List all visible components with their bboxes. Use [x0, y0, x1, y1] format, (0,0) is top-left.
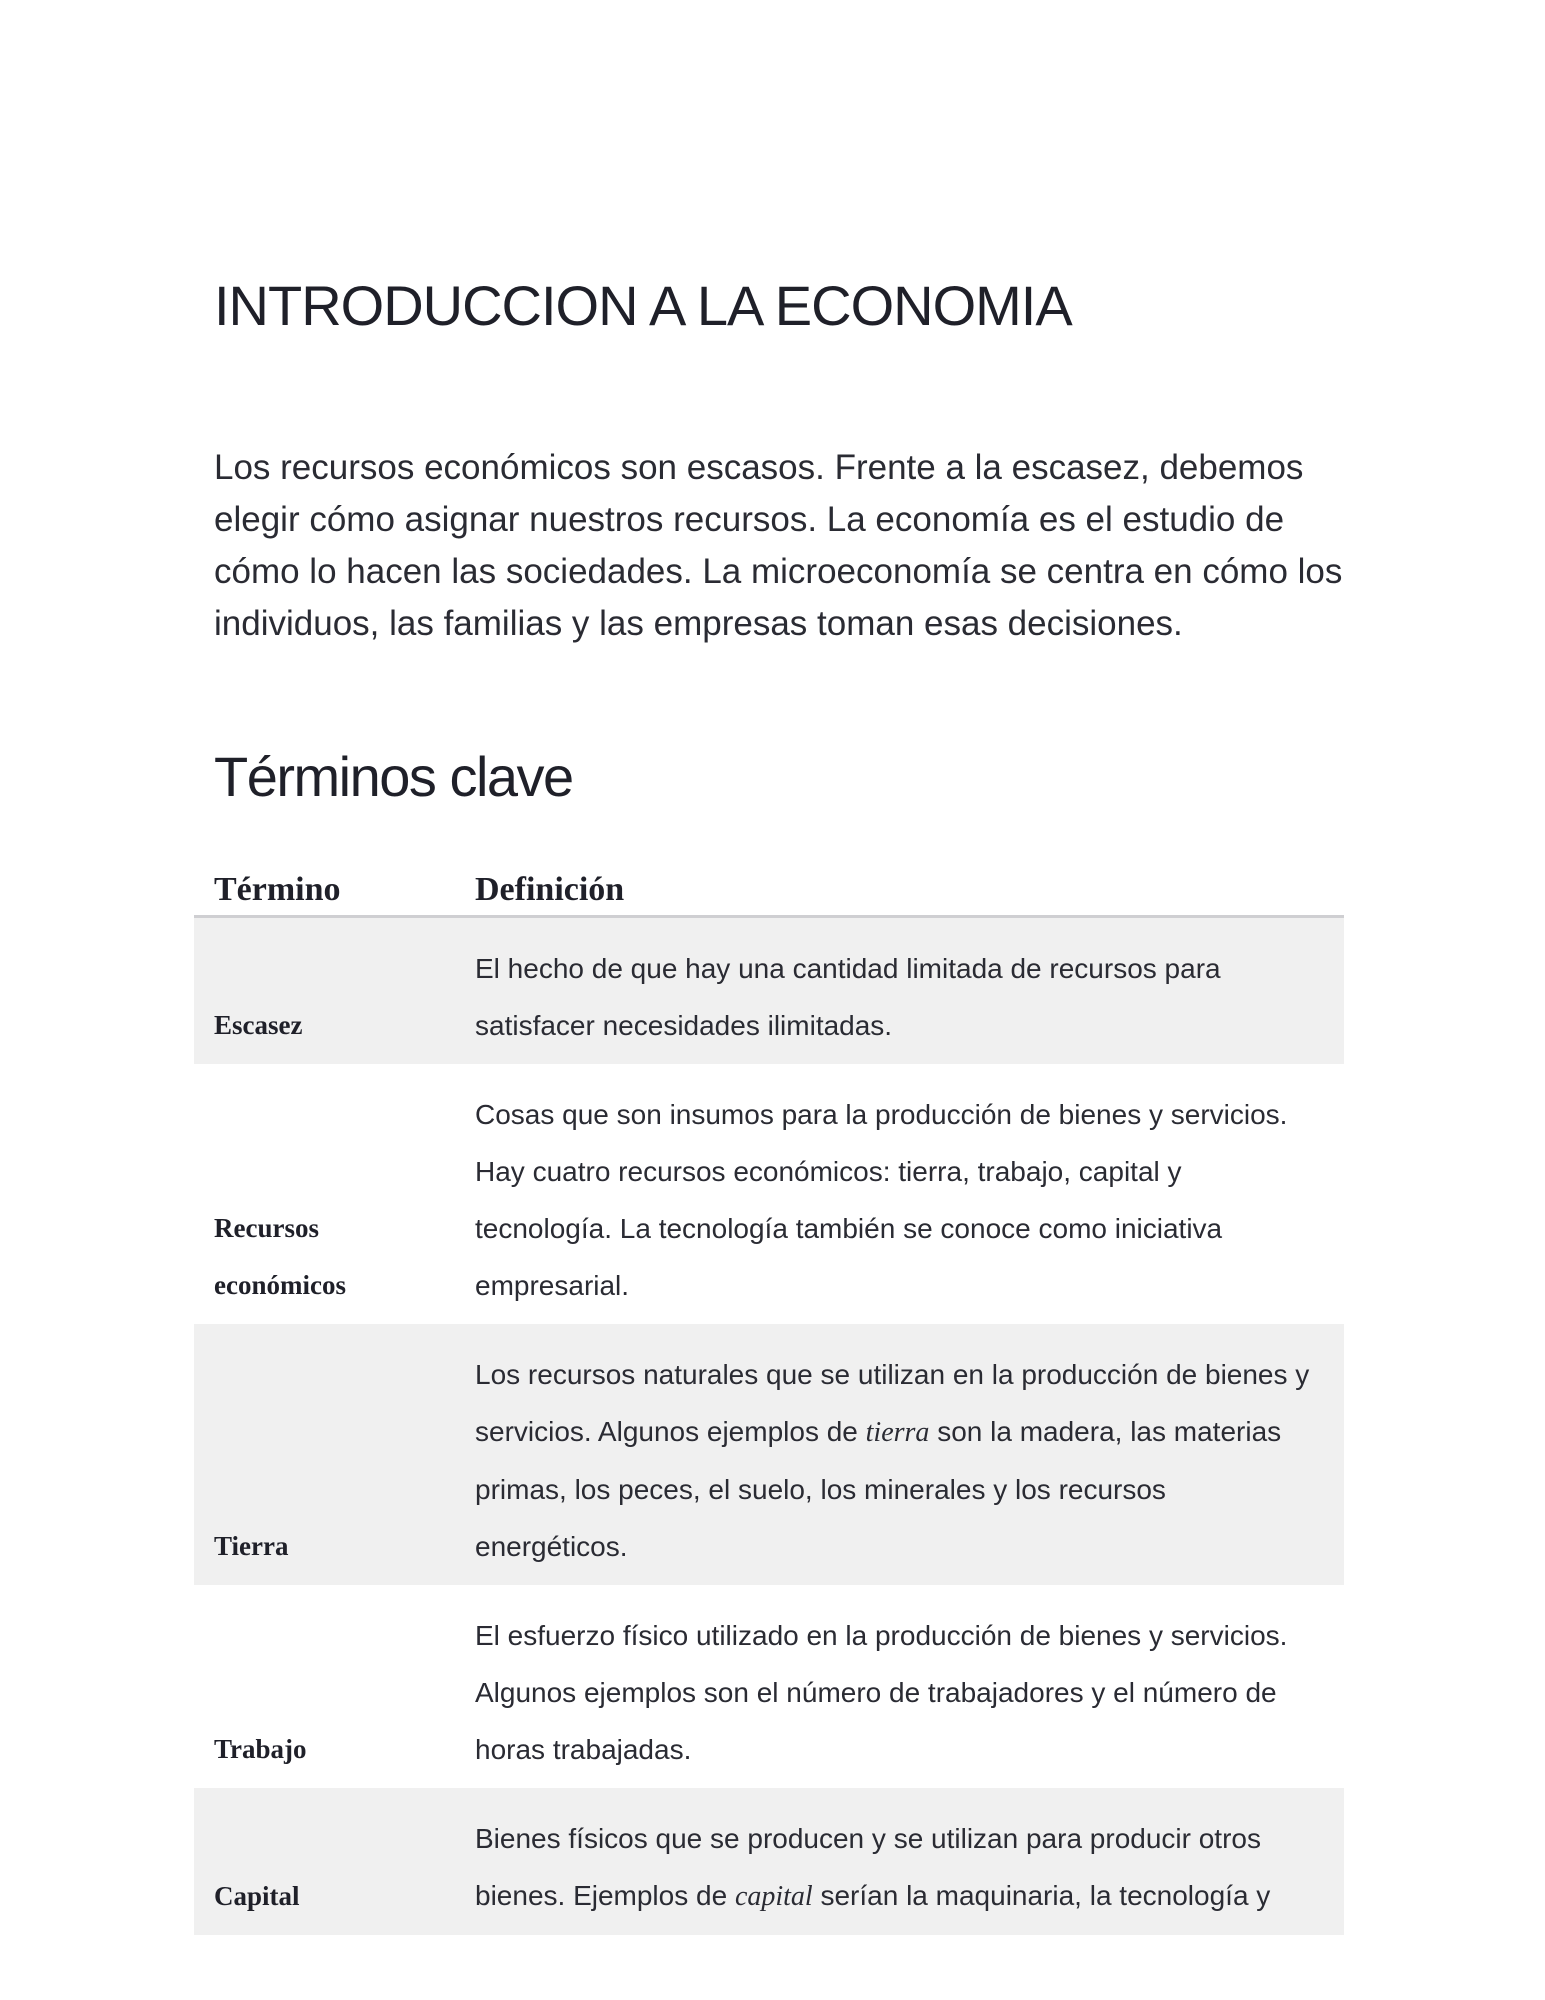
- term-cell: Trabajo: [214, 1734, 307, 1764]
- definition-cell: El hecho de que hay una cantidad limitada de recursos para satisfacer necesidades ilimitadas.: [455, 917, 1344, 1065]
- column-header-definition: Definición: [455, 855, 1344, 917]
- definition-emphasis: capital: [734, 1881, 813, 1912]
- term-cell: Tierra: [194, 1324, 455, 1585]
- definition-text: son la madera, las materias primas, los peces, el suelo, los minerales y los recursos energéticos.: [475, 1416, 1282, 1562]
- definition-cell: [455, 1788, 1344, 1935]
- table-row: [194, 1788, 1344, 1935]
- definition-text: Bienes físicos que se producen y se utilizan para producir otros bienes. Ejemplos de: [475, 1823, 1261, 1911]
- term-cell: Capital: [194, 1788, 455, 1935]
- intro-paragraph: Los recursos económicos son escasos. Frente a la escasez, debemos elegir cómo asignar nuestros recursos. La economía es el estudio de cómo lo hacen las sociedades. La microeconomía se centra en cómo los individuos, las familias y las empresas toman esas decisiones.: [214, 448, 1343, 643]
- document-title: INTRODUCCION A LA ECONOMIA: [214, 274, 1072, 337]
- table-header-row: [194, 855, 1344, 917]
- section-title: Términos clave: [214, 745, 573, 808]
- definition-cell: El esfuerzo físico utilizado en la producción de bienes y servicios. Algunos ejemplos son el número de trabajadores y el número de horas trabajadas.: [475, 1620, 1288, 1765]
- table-row: [194, 1585, 1344, 1788]
- table-row: [194, 917, 1344, 1065]
- definition-emphasis: tierra: [865, 1417, 930, 1448]
- table-row: [194, 1064, 1344, 1324]
- definition-cell: Cosas que son insumos para la producción de bienes y servicios. Hay cuatro recursos económicos: tierra, trabajo, capital y tecnología. La tecnología también se conoce como iniciativa empresarial.: [475, 1099, 1288, 1301]
- table-row: [194, 1324, 1344, 1585]
- column-header-term: Término: [194, 855, 455, 917]
- term-cell: Recursos económicos: [214, 1213, 346, 1300]
- definition-cell: [455, 1324, 1344, 1585]
- definition-text: serían la maquinaria, la tecnología y: [812, 1880, 1271, 1911]
- term-cell: Escasez: [194, 917, 455, 1065]
- key-terms-table: [194, 855, 1344, 1935]
- definition-text: Los recursos naturales que se utilizan en la producción de bienes y servicios. Algunos ejemplos de: [475, 1359, 1310, 1447]
